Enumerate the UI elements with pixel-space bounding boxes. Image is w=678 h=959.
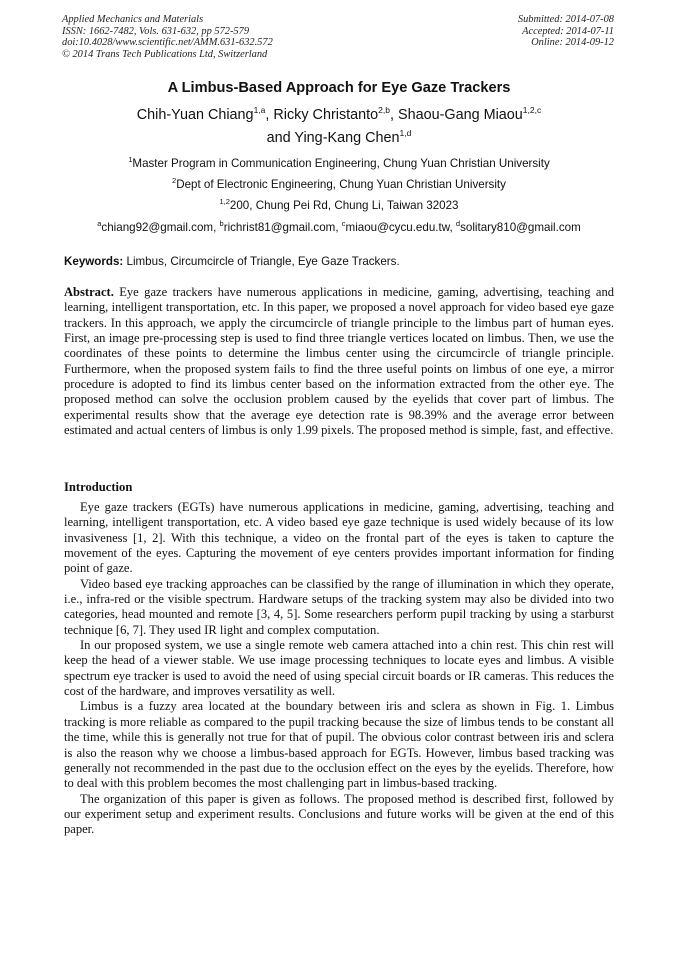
email-link[interactable]: chiang92@gmail.com,: [101, 221, 220, 234]
journal-copyright: © 2014 Trans Tech Publications Ltd, Switzerland: [62, 48, 268, 60]
affiliation-sup: 1,2: [219, 197, 230, 206]
email-link[interactable]: miaou@cycu.edu.tw,: [345, 221, 456, 234]
email-sup: d: [455, 219, 461, 228]
email-link[interactable]: solitary810@gmail.com: [460, 221, 581, 234]
affiliation-address: [0, 199, 678, 212]
journal-issn: ISSN: 1662-7482, Vols. 631-632, pp 572-579: [62, 25, 250, 37]
accepted-date: Accepted: 2014-07-11: [522, 25, 614, 37]
keywords-text: Limbus, Circumcircle of Triangle, Eye Gaze Trackers.: [123, 255, 400, 268]
affiliation-1: [0, 157, 678, 170]
affiliation-text: Dept of Electronic Engineering, Chung Yuan Christian University: [176, 178, 506, 191]
affiliation-text: Master Program in Communication Engineering, Chung Yuan Christian University: [132, 157, 550, 170]
author-sup: 1,a: [253, 105, 266, 115]
email-sup: c: [341, 219, 346, 228]
affiliation-text: 200, Chung Pei Rd, Chung Li, Taiwan 32023: [229, 199, 459, 212]
abstract-text: Eye gaze trackers have numerous applications in medicine, gaming, advertising, teaching and learning, intelligent transportation, etc. In this paper, we proposed a novel approach for video based eye gaze trackers. In this approach, we apply the circumcircle of triangle principle to the limbus part of human eyes. First, an image pre-processing step is used to find three triangle vertices located on limbus. Then, we use the coordinates of these points to determine the limbus center using the circumcircle of triangle principle. Furthermore, when the proposed system fails to find the three useful points on limbus of one eye, a mirror procedure is adopted to find its limbus center based on the information extracted from the other eye. The proposed method can solve the occlusion problem caused by the eyelids that cover part of limbus. The experimental results show that the average eye detection rate is 98.39% and the average error between estimated and actual centers of limbus is only 1.99 pixels. The proposed method is simple, fast, and effective.: [64, 285, 614, 438]
online-date: Online: 2014-09-12: [531, 37, 614, 49]
abstract: [64, 285, 614, 438]
author-name: Chih-Yuan Chiang: [136, 107, 254, 123]
abstract-label: Abstract.: [64, 285, 114, 299]
keywords-label: Keywords:: [64, 255, 124, 268]
paragraph: The organization of this paper is given as follows. The proposed method is described first, followed by our experiment setup and experiment results. Conclusions and future works will be given at the end of this paper.: [64, 791, 614, 837]
journal-info: [62, 14, 273, 60]
author-sup: 2,b: [378, 105, 390, 115]
author-name: and Ying-Kang Chen: [266, 130, 400, 146]
email-list: [0, 221, 678, 234]
paragraph: Eye gaze trackers (EGTs) have numerous applications in medicine, gaming, advertising, teaching and learning, intelligent transportation, etc. A video based eye gaze technique is used widely because of its low invasiveness [1, 2]. With this technique, a video on the frontal part of the eyes is taken to capture the movement of the eyes. Capturing the movement of eye centers provides important information for finding point of gaze.: [64, 500, 614, 576]
author-name: , Ricky Christanto: [265, 107, 379, 123]
submission-dates: [518, 14, 614, 49]
section-heading-introduction: Introduction: [64, 480, 133, 494]
author-sup: 1,d: [399, 128, 412, 138]
author-name: , Shaou-Gang Miaou: [389, 107, 523, 123]
keywords: [64, 255, 400, 268]
introduction-body: [64, 500, 614, 838]
submitted-date: Submitted: 2014-07-08: [517, 14, 614, 25]
email-sup: a: [97, 219, 102, 228]
paragraph: Video based eye tracking approaches can be classified by the range of illumination in which they operate, i.e., infra-red or the visible spectrum. Hardware setups of the tracking system may also be divided into two categories, head mounted and remote [3, 4, 5]. Some researchers perform pupil tracking by using a starburst technique [6, 7]. They used IR light and complex computation.: [64, 576, 614, 637]
author-list: [30, 104, 648, 150]
affiliation-2: [0, 178, 678, 191]
email-sup: b: [219, 219, 224, 228]
author-sup: 1,2,c: [522, 105, 542, 115]
journal-doi: doi:10.4028/www.scientific.net/AMM.631-632.572: [62, 37, 273, 49]
email-link[interactable]: richrist81@gmail.com,: [223, 221, 342, 234]
paper-title: A Limbus-Based Approach for Eye Gaze Trackers: [167, 80, 511, 96]
affiliation-sup: 1: [128, 155, 133, 164]
affiliation-sup: 2: [172, 176, 177, 185]
paragraph: In our proposed system, we use a single remote web camera attached into a chin rest. This chin rest will keep the head of a viewer stable. We use image processing techniques to locate eyes and limbus. A visible spectrum eye tracker is used to avoid the need of using special circuit boards or IR cameras. This reduces the cost of the hardware, and improves versatility as well.: [64, 638, 614, 699]
journal-name: Applied Mechanics and Materials: [62, 14, 204, 25]
paragraph: Limbus is a fuzzy area located at the boundary between iris and sclera as shown in Fig. 1. Limbus tracking is more reliable as compared to the pupil tracking because the size of limbus tends to be constant all the time, while this is generally not true for that of pupil. The obvious color contrast between iris and sclera is also the reason why we choose a limbus-based approach for EGTs. However, limbus based tracking was generally not recommended in the past due to the occlusion effect on the eyes by the eyelids. Therefore, how to deal with this problem becomes the most challenging part in limbus-based tracking.: [64, 699, 614, 791]
